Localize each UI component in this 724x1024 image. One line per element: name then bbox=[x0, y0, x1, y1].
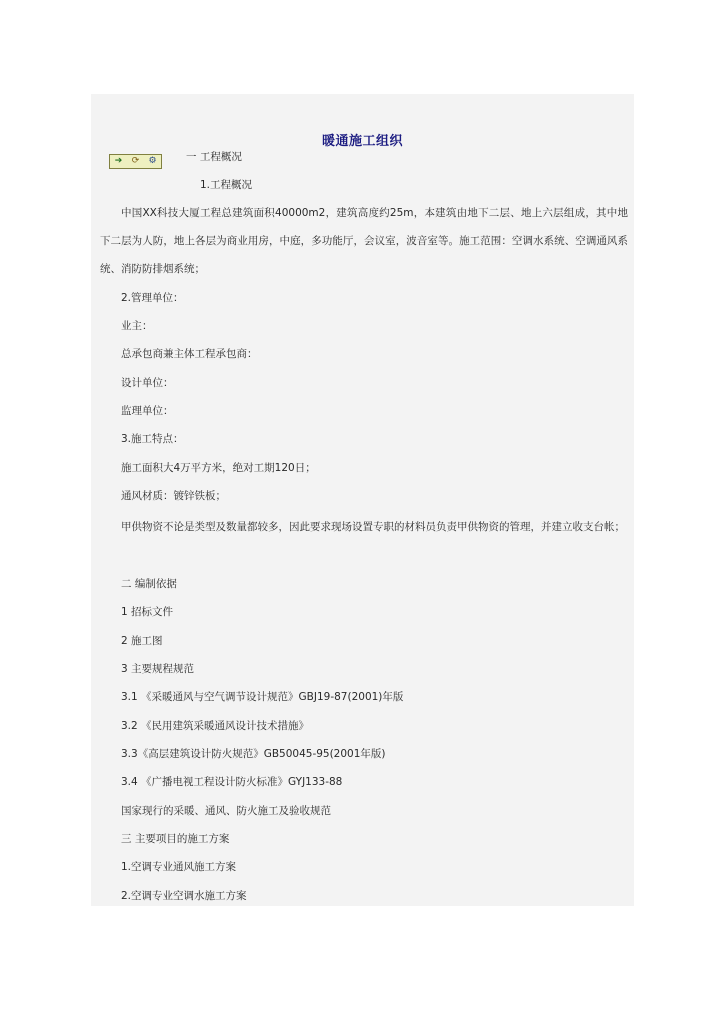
text-line: 通风材质：镀锌铁板； bbox=[121, 490, 226, 502]
text-line: 监理单位： bbox=[121, 405, 174, 417]
overview-paragraph: 中国XX科技大厦工程总建筑面积40000m2，建筑高度约25m，本建筑由地下二层、地上六层组成，其中地下二层为人防，地上各层为商业用房，中庭，多功能厅，会议室，波音室等。施工范围：空调水系统、空调通风系统、消防防排烟系统； bbox=[100, 207, 628, 275]
text-line: 2 施工图 bbox=[121, 635, 163, 647]
settings-icon[interactable]: ⚙ bbox=[148, 156, 157, 166]
document-page bbox=[91, 94, 634, 906]
text-line: 设计单位： bbox=[121, 377, 174, 389]
text-line: 3.4 《广播电视工程设计防火标准》GYJ133-88 bbox=[121, 776, 343, 788]
document-title: 暖通施工组织 bbox=[321, 134, 403, 149]
text-line: 2.空调专业空调水施工方案 bbox=[121, 890, 247, 902]
text-line: 业主： bbox=[121, 320, 153, 332]
text-line: 1 招标文件 bbox=[121, 606, 174, 618]
document-toolbar bbox=[109, 154, 162, 169]
text-line: 2.管理单位： bbox=[121, 292, 184, 304]
text-line: 3.2 《民用建筑采暖通风设计技术措施》 bbox=[121, 720, 310, 732]
section-heading-overview: 一 工程概况 bbox=[186, 151, 242, 163]
text-line: 3.3《高层建筑设计防火规范》GB50045-95(2001年版) bbox=[121, 748, 386, 760]
section-heading-plans: 三 主要项目的施工方案 bbox=[121, 833, 230, 845]
supply-paragraph: 甲供物资不论是类型及数量都较多，因此要求现场设置专职的材料员负责甲供物资的管理，并建立收支台帐； bbox=[121, 521, 625, 533]
refresh-icon[interactable]: ⟳ bbox=[131, 156, 140, 166]
text-line: 3 主要规程规范 bbox=[121, 663, 195, 675]
text-line: 国家现行的采暖、通风、防火施工及验收规范 bbox=[121, 805, 331, 817]
subheading-overview: 1.工程概况 bbox=[200, 179, 253, 191]
text-line: 施工面积大4万平方米，绝对工期120日； bbox=[121, 462, 316, 474]
text-line: 3.1 《采暖通风与空气调节设计规范》GBJ19-87(2001)年版 bbox=[121, 691, 404, 703]
text-line: 1.空调专业通风施工方案 bbox=[121, 861, 237, 873]
forward-icon[interactable]: ➔ bbox=[114, 156, 123, 166]
section-heading-basis: 二 编制依据 bbox=[121, 578, 177, 590]
text-line: 总承包商兼主体工程承包商： bbox=[121, 348, 258, 360]
text-line: 3.施工特点： bbox=[121, 433, 184, 445]
